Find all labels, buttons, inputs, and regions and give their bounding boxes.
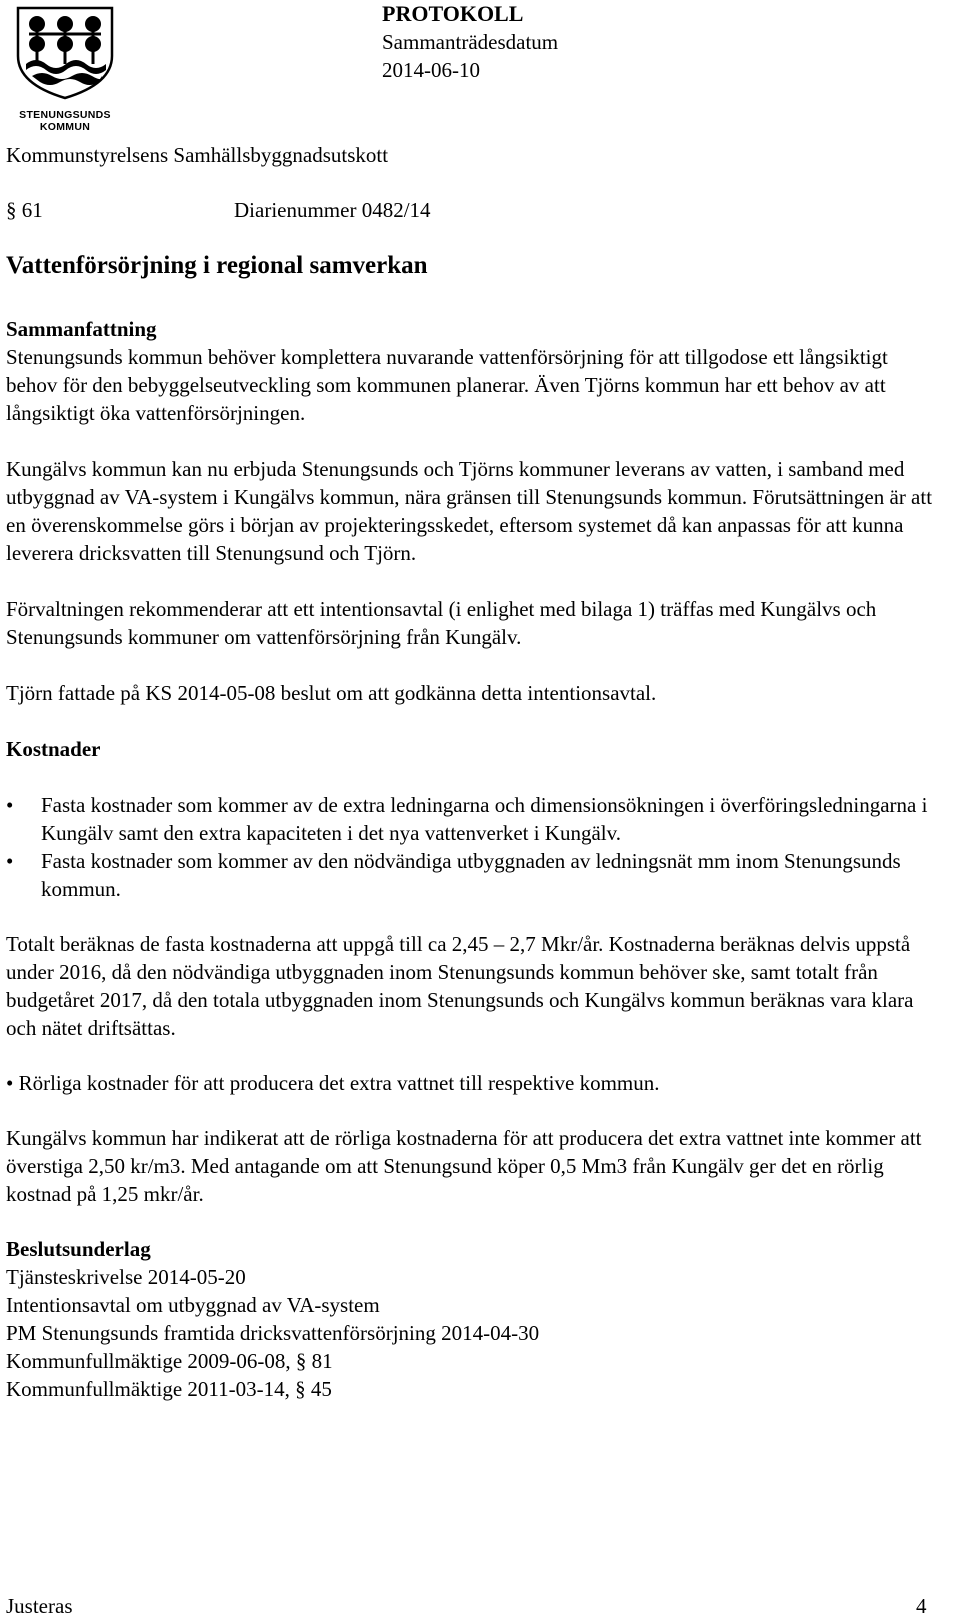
summary-paragraph-4: Tjörn fattade på KS 2014-05-08 beslut om att godkänna detta intentionsavtal. (6, 681, 657, 705)
basis-item: Kommunfullmäktige 2009-06-08, § 81 (6, 1349, 333, 1373)
list-item-text: Fasta kostnader som kommer av de extra ledningarna och dimensionsökningen i överföringsledningarna i Kungälv samt den extra kapaciteten i det nya vattenverket i Kungälv. (41, 793, 928, 845)
basis-item: Intentionsavtal om utbyggnad av VA-system (6, 1293, 380, 1317)
bullet-icon: • (6, 849, 14, 873)
costs-bullet-list (6, 791, 934, 903)
costs-variable-bullet: • Rörliga kostnader för att producera det extra vattnet till respektive kommun. (6, 1071, 660, 1095)
list-item (6, 791, 934, 847)
document-body (6, 315, 934, 1403)
costs-paragraph-2: Kungälvs kommun har indikerat att de rörliga kostnaderna för att producera det extra vattnet inte kommer att överstiga 2,50 kr/m3. Med antagande om att Stenungsund köper 0,5 Mm3 från Kungälv ger det en rörlig kostnad på 1,25 mkr/år. (6, 1126, 922, 1206)
footer-justeras: Justeras (6, 1594, 73, 1618)
costs-paragraph-1: Totalt beräknas de fasta kostnaderna att uppgå till ca 2,45 – 2,7 Mkr/år. Kostnaderna beräknas delvis uppstå under 2016, då den nödvändiga utbyggnaden inom Stenungsunds kommun behöver ske, samt totalt från budgetåret 2017, då den totala utbyggnaden inom Stenungsunds och Kungälvs kommun beräknas vara klara och nätet driftsättas. (6, 932, 914, 1040)
logo-text-line1: STENUNGSUNDS (19, 109, 111, 121)
logo-text-line2: KOMMUN (39, 121, 91, 133)
summary-heading: Sammanfattning (6, 317, 157, 341)
page-number: 4 (916, 1594, 927, 1618)
bullet-icon: • (6, 793, 14, 817)
coat-of-arms-icon (6, 4, 124, 102)
summary-paragraph-2: Kungälvs kommun kan nu erbjuda Stenungsunds och Tjörns kommuner leverans av vatten, i samband med utbyggnad av VA-system i Kungälvs kommun, nära gränsen till Stenungsunds kommun. Förutsättningen är att en överenskommelse görs i början av projekteringsskedet, eftersom systemet då kan anpassas för att kunna leverera dricksvatten till Stenungsund och Tjörn. (6, 457, 933, 565)
municipality-logo (6, 4, 124, 133)
page-title: Vattenförsörjning i regional samverkan (6, 252, 428, 279)
summary-paragraph-1: Stenungsunds kommun behöver komplettera nuvarande vattenförsörjning för att tillgodose ett långsiktigt behov för den bebyggelseutveckling som kommunen planerar. Även Tjörns kommun har ett behov av att långsiktigt öka vattenförsörjningen. (6, 345, 888, 425)
meeting-date: 2014-06-10 (382, 58, 480, 82)
costs-heading: Kostnader (6, 737, 101, 761)
document-type: PROTOKOLL (382, 1, 524, 26)
basis-item: Tjänsteskrivelse 2014-05-20 (6, 1265, 246, 1289)
meeting-date-label: Sammanträdesdatum (382, 30, 559, 54)
committee-name: Kommunstyrelsens Samhällsbyggnadsutskott (6, 143, 389, 167)
paragraph-number: § 61 (6, 198, 43, 222)
diary-number: Diarienummer 0482/14 (234, 198, 431, 222)
list-item (6, 847, 934, 903)
basis-item: Kommunfullmäktige 2011-03-14, § 45 (6, 1377, 332, 1401)
summary-paragraph-3: Förvaltningen rekommenderar att ett intentionsavtal (i enlighet med bilaga 1) träffas med Kungälvs och Stenungsunds kommuner om vattenförsörjning från Kungälv. (6, 597, 877, 649)
list-item-text: Fasta kostnader som kommer av den nödvändiga utbyggnaden av ledningsnät mm inom Stenungsunds kommun. (41, 849, 901, 901)
basis-heading: Beslutsunderlag (6, 1237, 151, 1261)
basis-item: PM Stenungsunds framtida dricksvattenförsörjning 2014-04-30 (6, 1321, 540, 1345)
